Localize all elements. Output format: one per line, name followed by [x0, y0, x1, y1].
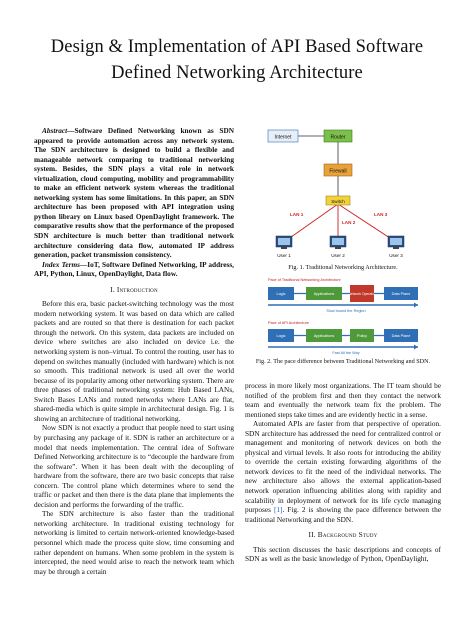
fig2-bottom-speed: Fast All the Way [332, 351, 360, 355]
intro-paragraph-2: Now SDN is not exactly a product that people need to start using by purchasing any package of it. SDN is rather an architecture or a model that needs implementation. The central idea of Software Defined Networking architecture is to “decouple the hardware from the software”. When it has been dealt with the decoupling of hardware from the software, there are two basic concepts that raise concern. The control plane which determines where to send the traffic or packet and then there is the data plane that implements the decision and performs the forwarding of the traffic. [34, 423, 234, 509]
index-terms [34, 260, 234, 279]
right-paragraph-1: process in more likely most organizations. The IT team should be notified of the problem first and then they contact the network team and eventually the network team fix the problem. The mentioned steps take times and are evidently hectic in a sense. [245, 381, 441, 419]
abstract [34, 126, 234, 260]
right-paragraph-2-text: Automated APIs are faster from that perspective of operation. SDN architecture has addressed the need for centralized control or management and monitoring of network devices on both the physical and virtual levels. It also roots for introducing the ability to override the certain existing forwarding algorithms of the network devices to fit the need of the individual networks. The new architecture also allows the external application-based network operation influencing abilities along with rapidity and scalability in deployment of network for its life cycle managing purposes [245, 419, 441, 515]
fig2-top-speed: Slow bound the Region [326, 309, 366, 313]
left-column [34, 126, 234, 576]
figure-1-caption: Fig. 1. Traditional Networking Architecture. [288, 264, 398, 271]
fig2-top-arrowhead [414, 303, 418, 308]
index-terms-lead: Index Terms [42, 259, 80, 269]
user-3-label: User 3 [389, 253, 403, 258]
fig2-top-box-data-plane-label: Data Plane [391, 292, 411, 296]
right-paragraph-2 [245, 419, 441, 524]
user-1-computer-icon [276, 236, 292, 249]
figure-1-traditional-network-diagram [262, 124, 422, 262]
user-1-label: User 1 [277, 253, 291, 258]
paper-title [20, 34, 454, 86]
intro-paragraph-1: Before this era, basic packet-switching technology was the most modern networking system. It was based on data which are called packets and are routed so that there is destination for each packet through the network. On this system, data packets are included on device where switches are also included on device i.e. the networking system is non–virtual. To control the routing, user has to depend on switches manually (included with hardware) which is not so smooth. This traditional network is used all over the world because of its popularity among other networking system. There are three phases of traditional networking system: Hub Based LANs, Switch Bases LANs and routed networks where LANs are flat, shared-media which is quite simple in architectural design. Fig. 1 is showing an architecture of traditional networking. [34, 299, 234, 423]
background-paragraph-1: This section discusses the basic descriptions and concepts of SDN as well as the basic knowledge of Python, OpenDaylight, [245, 544, 441, 564]
internet-label: Internet [274, 134, 292, 141]
fig2-bottom-box-logic-label: Logic [276, 334, 286, 338]
fig2-bottom-arrowhead [414, 345, 418, 350]
router-label: Router [330, 134, 346, 141]
figure-2-pace-diagram [266, 276, 426, 356]
intro-paragraph-3: The SDN architecture is also faster than the traditional networking architecture. In traditional existing technology for networking is limited to certain network-oriented knowledge-based personnel which made the process quite slow, time consuming and rather dependent on humans. When some problem in the system is intercepted, the need would arise to reach the network team which may be through a certain [34, 509, 234, 576]
fig2-top-box-logic-label: Logic [276, 292, 286, 296]
title-line-2: Defined Networking Architecture [111, 63, 363, 83]
right-column [245, 381, 441, 564]
fig2-bottom-box-applications-label: Applications [313, 334, 335, 338]
section-heading-background: II. Background Study [308, 530, 378, 540]
index-terms-text: —IoT, Software Defined Networking, IP address, API, Python, Linux, OpenDaylight, Data flow. [34, 259, 234, 279]
section-heading-introduction: I. Introduction [110, 284, 158, 294]
user-2-label: User 2 [331, 253, 345, 258]
figure-2-caption: Fig. 2. The pace difference between Traditional Networking and SDN. [255, 358, 431, 365]
firewall-label: Firewall [329, 168, 347, 175]
fig2-bottom-box-data-plane-label: Data Plane [391, 334, 411, 338]
user-3-computer-icon [388, 236, 404, 249]
citation-link[interactable]: [1] [273, 505, 283, 515]
fig2-top-box-applications-label: Applications [313, 292, 335, 296]
lan3-label: LAN 3 [374, 212, 388, 217]
fig2-top-box-network-operator-label: Network Operator [348, 292, 376, 296]
fig2-bottom-box-policy-label: Policy [356, 334, 368, 338]
switch-label: Switch [331, 198, 345, 204]
user-2-computer-icon [330, 236, 346, 249]
lan1-label: LAN 1 [290, 212, 304, 217]
right-paragraph-2-tail: . Fig. 2 is showing the pace difference between the traditional Networking and the SDN. [245, 505, 441, 524]
lan2-label: LAN 2 [342, 220, 356, 225]
fig2-bottom-label: Pace of API Architecture [268, 321, 309, 325]
fig2-top-label: Pace of Traditional Networking Architecture [268, 278, 341, 282]
title-line-1: Design & Implementation of API Based Software [50, 37, 424, 57]
abstract-lead: Abstract [42, 126, 68, 135]
abstract-text: —Software Defined Networking known as SDN appeared to provide automation across any network system. The SDN architecture is designed to build a flexible and manageable network comparing to traditional networking system. Besides, the SDN plays a vital role in network virtualization, cloud computing, mobility and programmability to make an efficient network system whereas the traditional networking system has some limitations. In this paper, an SDN architecture has been proposed with API integration using python library on Linux based OpenDaylight framework. The comparative results show that the performance of the proposed SDN architecture is much better than traditional network architecture considering data flow, automated IP address generation, packet transmission consistency. [34, 126, 234, 260]
